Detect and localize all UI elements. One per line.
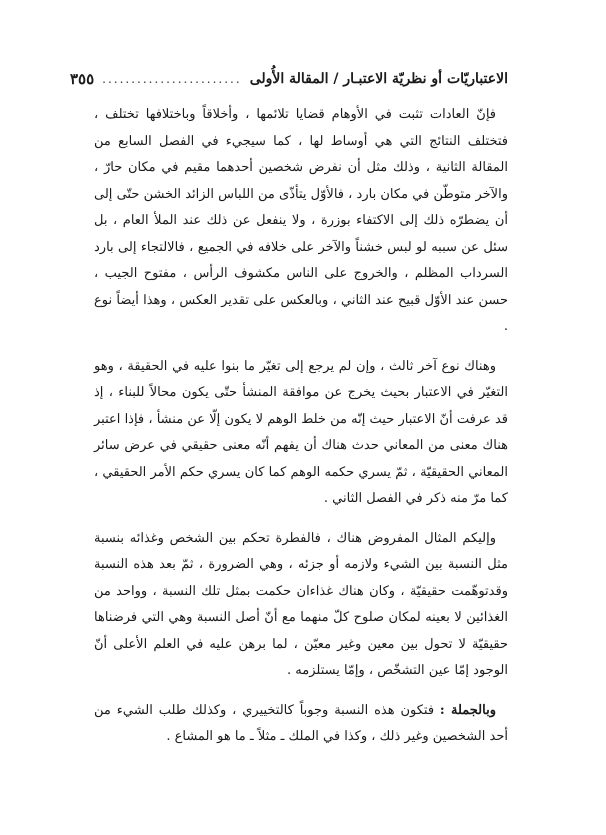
page-number: ٣٥٥ [69, 70, 95, 88]
paragraph-1: فإنّ العادات تثبت في الأوهام قضايا تلائمها ، وأخلاقاً وباختلافها تختلف ، فتختلف النتائج التي هي أوساط لها ، كما سيجيء في الفصل السابع من المقالة الثانية ، وذلك مثل أن نفرض شخصين أحدهما مقيم في مكان حارّ ، والآخر متوطّن في مكان بارد ، فالأوّل يتأذّى من اللباس الزائد الخشن حتّى إلى أن يضطرّه ذلك إلى الاكتفاء بوزرة ، ولا ينفعل عن ذلك عند الملأ العام ، بل سئل عن سببه لو لبس خشناً والآخر على خلافه في الجميع ، فالالتجاء إلى بارد السرداب المظلم ، والخروج على الناس مكشوف الرأس ، مفتوح الجيب ، حسن عند الأوّل قبيح عند الثاني ، وبالعكس على تقدير العكس ، وهذا أيضاً نوع . [94, 107, 508, 334]
header-dot-leader: ........................ [102, 72, 242, 86]
header-title: الاعتباريّات أو نظريّة الاعتبـار / المقالة الأُولى [249, 71, 508, 87]
paragraph-2: وهناك نوع آخر ثالث ، وإن لم يرجع إلى تغيّر ما بنوا عليه في الحقيقة ، وهو التغيّر في الاعتبار بحيث يخرج عن موافقة المنشأ حتّى يكون محالاً للبناء ، إذ قد عرفت أنّ الاعتبار حيث إنّه من خلط الوهم لا يكون إلّا عن منشأ ، فإذا اعتبر هناك معنى من المعاني حدث هناك أن يفهم أنّه معنى حقيقي في عرض سائر المعاني الحقيقيّة ، ثمّ يسري حكمه الوهم كما كان يسري حكم الأمر الحقيقي ، كما مرّ منه ذكر في الفصل الثاني . [94, 358, 508, 506]
paragraph-3: وإليكم المثال المفروض هناك ، فالفطرة تحكم بين الشخص وغذائه بنسبة مثل النسبة بين الشيء ولازمه أو جزئه ، وهي الضرورة ، ثمّ بعد هذه النسبة وقدتوهّمت حقيقيّة ، وكان هناك غذاءان حكمت بمثل تلك النسبة ، وواحد من الغذائين لا بعينه لمكان صلوح كلّ منهما مع أنّ أصل النسبة وهي التي فرضناها حقيقيّة لا تحول بين معين وغير معيّن ، لما برهن عليه في العلم الأعلى أنّ الوجود إمّا عين التشخّص ، وإمّا يستلزمه . [94, 530, 508, 678]
body-text [94, 102, 508, 751]
running-header [69, 68, 508, 90]
paragraph-4-text: فتكون هذه النسبة وجوباً كالتخييري ، وكذلك طلب الشيء من أحد الشخصين وغير ذلك ، وكذا في الملك ـ مثلاً ـ ما هو المشاع . [94, 702, 508, 744]
paragraph-4 [94, 698, 508, 751]
paragraph-lead-word: وبالجملة : [439, 702, 496, 718]
